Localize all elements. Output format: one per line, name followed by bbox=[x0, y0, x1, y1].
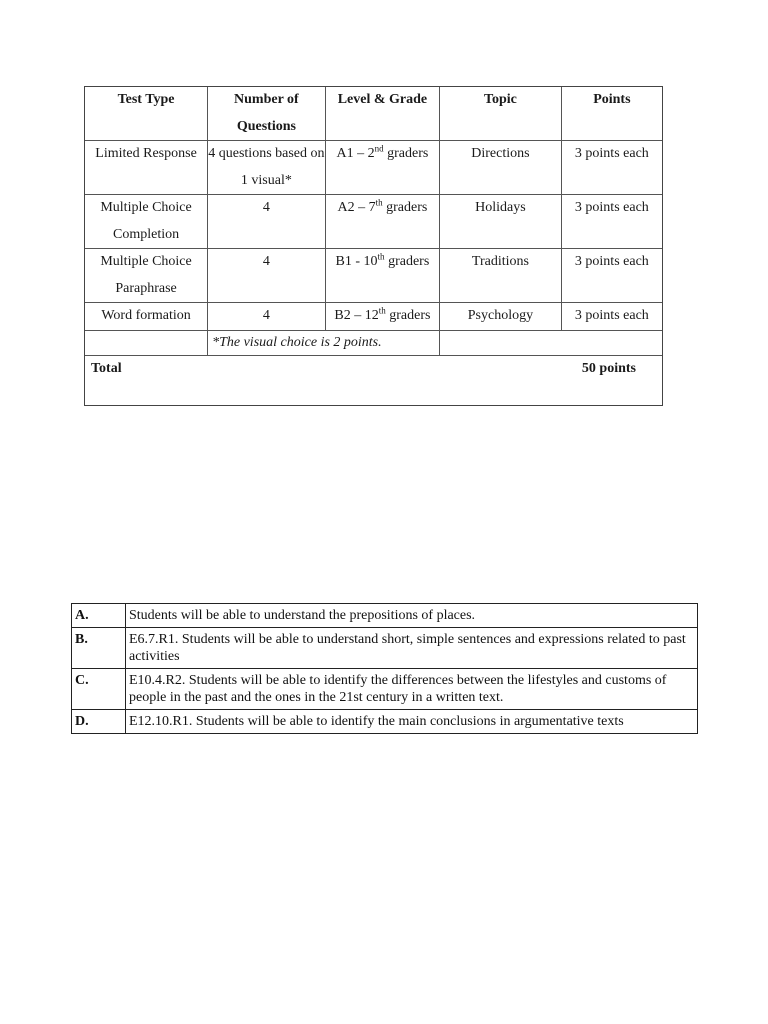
topic-cell: Traditions bbox=[440, 249, 562, 303]
questions-cell: 4 questions based on 1 visual* bbox=[208, 141, 326, 195]
header-number-of-questions: Number of Questions bbox=[208, 87, 326, 141]
test-type-cell: Limited Response bbox=[85, 141, 208, 195]
objective-text: E12.10.R1. Students will be able to identify the main conclusions in argumentative texts bbox=[126, 710, 698, 734]
topic-cell: Directions bbox=[440, 141, 562, 195]
objective-text: E10.4.R2. Students will be able to identify the differences between the lifestyles and customs of people in the past and the ones in the 21st century in a written text. bbox=[126, 669, 698, 710]
points-cell: 3 points each bbox=[561, 303, 662, 331]
points-cell: 3 points each bbox=[561, 249, 662, 303]
table-row bbox=[85, 195, 662, 249]
visual-choice-note: *The visual choice is 2 points. bbox=[208, 330, 440, 355]
note-row bbox=[85, 330, 662, 355]
test-table bbox=[85, 87, 662, 382]
header-points: Points bbox=[561, 87, 662, 141]
total-row bbox=[85, 355, 662, 382]
objective-key: D. bbox=[72, 710, 126, 734]
objective-text: Students will be able to understand the prepositions of places. bbox=[126, 604, 698, 628]
objective-row bbox=[72, 710, 698, 734]
objective-text: E6.7.R1. Students will be able to understand short, simple sentences and expressions related to past activities bbox=[126, 628, 698, 669]
level-cell: B2 – 12th graders bbox=[325, 303, 439, 331]
objective-key: C. bbox=[72, 669, 126, 710]
total-points: 50 points bbox=[561, 355, 662, 382]
questions-cell: 4 bbox=[208, 249, 326, 303]
level-cell: A2 – 7th graders bbox=[325, 195, 439, 249]
level-cell: A1 – 2nd graders bbox=[325, 141, 439, 195]
questions-cell: 4 bbox=[208, 303, 326, 331]
objective-row bbox=[72, 604, 698, 628]
table-row bbox=[85, 249, 662, 303]
test-type-cell: Word formation bbox=[85, 303, 208, 331]
test-type-cell: Multiple Choice Completion bbox=[85, 195, 208, 249]
table-row bbox=[85, 141, 662, 195]
objective-row bbox=[72, 669, 698, 710]
note-spacer bbox=[85, 330, 208, 355]
questions-cell: 4 bbox=[208, 195, 326, 249]
test-type-cell: Multiple Choice Paraphrase bbox=[85, 249, 208, 303]
level-cell: B1 - 10th graders bbox=[325, 249, 439, 303]
header-test-type: Test Type bbox=[85, 87, 208, 141]
objective-key: A. bbox=[72, 604, 126, 628]
objective-row bbox=[72, 628, 698, 669]
header-row bbox=[85, 87, 662, 141]
points-cell: 3 points each bbox=[561, 141, 662, 195]
note-blank bbox=[440, 330, 662, 355]
objectives-table bbox=[71, 603, 698, 734]
total-spacer bbox=[208, 355, 562, 382]
test-specification-table bbox=[84, 86, 663, 406]
total-label: Total bbox=[85, 355, 208, 382]
points-cell: 3 points each bbox=[561, 195, 662, 249]
header-level-grade: Level & Grade bbox=[325, 87, 439, 141]
header-topic: Topic bbox=[440, 87, 562, 141]
topic-cell: Holidays bbox=[440, 195, 562, 249]
objective-key: B. bbox=[72, 628, 126, 669]
topic-cell: Psychology bbox=[440, 303, 562, 331]
table-row bbox=[85, 303, 662, 331]
